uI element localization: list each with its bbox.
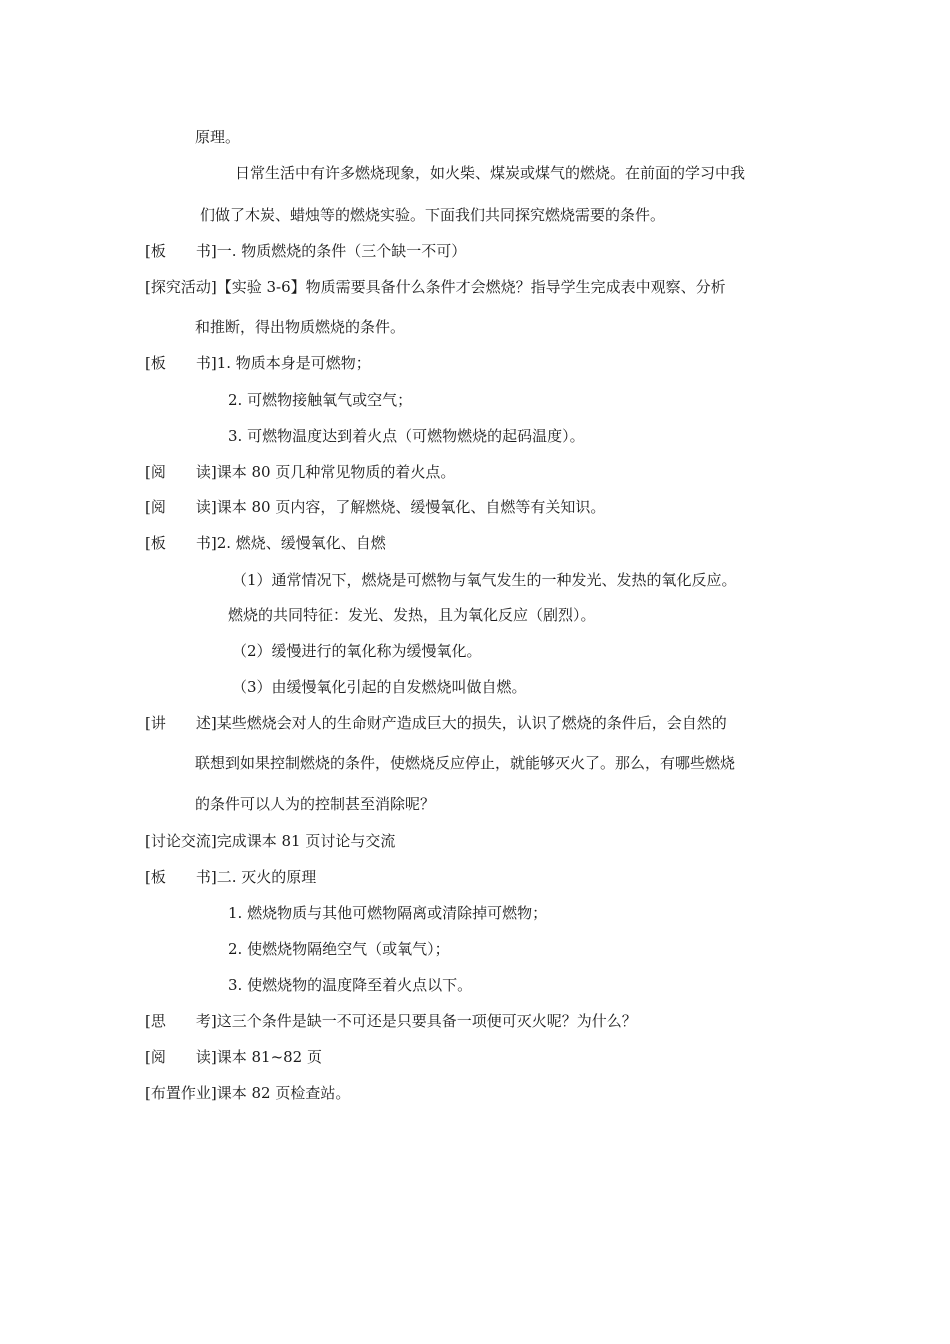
board-heading-line: [板 书]2. 燃烧、缓慢氧化、自燃 [145,534,386,552]
list-item: 3. 使燃烧物的温度降至着火点以下。 [228,976,473,994]
text-line: 的条件可以人为的控制甚至消除呢？ [195,795,436,813]
discussion-line: [讨论交流]完成课本 81 页讨论与交流 [145,832,396,850]
narration-line: [讲 述]某些燃烧会对人的生命财产造成巨大的损失，认识了燃烧的条件后，会自然的 [145,714,727,732]
board-heading-line: [板 书]一. 物质燃烧的条件（三个缺一不可） [145,242,467,260]
list-item: 3. 可燃物温度达到着火点（可燃物燃烧的起码温度）。 [228,427,585,445]
reading-line: [阅 读]课本 81~82 页 [145,1048,322,1066]
section-tag: [阅 读] [145,1048,217,1066]
thinking-line: [思 考]这三个条件是缺一不可还是只要具备一项便可灭火呢？为什么？ [145,1012,637,1030]
activity-line: [探究活动]【实验 3-6】物质需要具备什么条件才会燃烧？指导学生完成表中观察、分析 [145,278,726,296]
text-line: 联想到如果控制燃烧的条件，使燃烧反应停止，就能够灭火了。那么，有哪些燃烧 [195,754,736,772]
section-tag: [布置作业] [145,1084,217,1102]
section-tag: [讨论交流] [145,832,217,850]
text-line: 和推断，得出物质燃烧的条件。 [195,318,406,336]
text-line: 燃烧的共同特征：发光、发热，且为氧化反应（剧烈）。 [228,606,596,624]
text-line: 日常生活中有许多燃烧现象，如火柴、煤炭或煤气的燃烧。在前面的学习中我 [235,164,746,182]
section-tag: [思 考] [145,1012,217,1030]
list-item: 1. 燃烧物质与其他可燃物隔离或清除掉可燃物； [228,904,548,922]
section-tag: [板 书] [145,242,217,260]
list-item: （1）通常情况下，燃烧是可燃物与氧气发生的一种发光、发热的氧化反应。 [232,571,737,589]
list-item: 2. 可燃物接触氧气或空气； [228,391,413,409]
section-tag: [板 书] [145,868,217,886]
list-item: （2）缓慢进行的氧化称为缓慢氧化。 [232,642,482,660]
list-item: （3）由缓慢氧化引起的自发燃烧叫做自燃。 [232,678,527,696]
list-item: 2. 使燃烧物隔绝空气（或氧气）； [228,940,450,958]
section-tag: [讲 述] [145,714,217,732]
board-heading-line: [板 书]1. 物质本身是可燃物； [145,354,371,372]
section-tag: [阅 读] [145,498,217,516]
section-tag: [板 书] [145,534,217,552]
section-tag: [板 书] [145,354,217,372]
text-line: 原理。 [195,128,241,146]
section-tag: [探究活动] [145,278,217,296]
text-line: 们做了木炭、蜡烛等的燃烧实验。下面我们共同探究燃烧需要的条件。 [200,206,666,224]
reading-line: [阅 读]课本 80 页内容，了解燃烧、缓慢氧化、自燃等有关知识。 [145,498,606,516]
reading-line: [阅 读]课本 80 页几种常见物质的着火点。 [145,463,456,481]
homework-line: [布置作业]课本 82 页检查站。 [145,1084,351,1102]
section-tag: [阅 读] [145,463,217,481]
board-heading-line: [板 书]二. 灭火的原理 [145,868,317,886]
